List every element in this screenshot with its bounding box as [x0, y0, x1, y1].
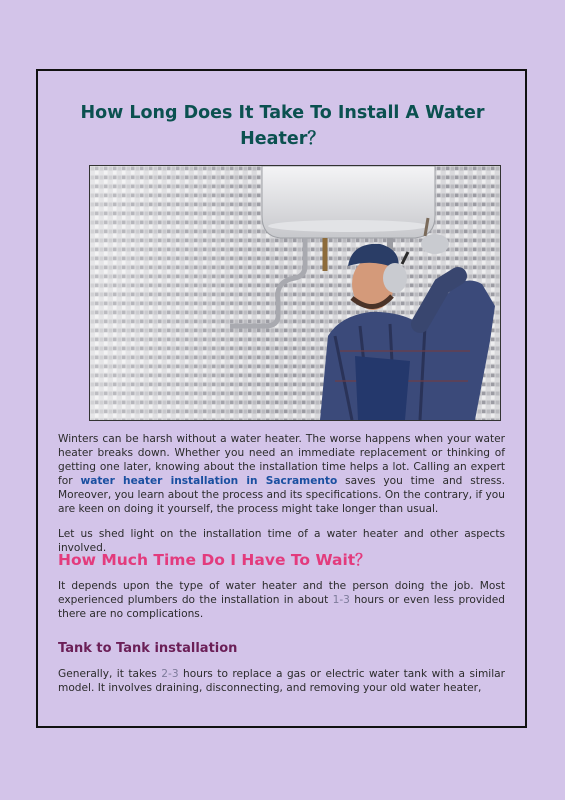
- installation-link[interactable]: water heater installation in Sacramento: [80, 474, 338, 487]
- intro-text-2: saves you time and stress. Moreover, you learn about the process and its specifications. On the contrary, if you are keen on doing it yourself, the process might take longer than usual.: [58, 474, 505, 515]
- page-title: How Long Does It Take To Install A Water Heater？: [80, 103, 485, 149]
- wait-text-2: hours or even less provided there are no complications.: [58, 593, 505, 620]
- wait-time-paragraph: [58, 580, 505, 622]
- shed-light-paragraph: Let us shed light on the installation time of a water heater and other aspects involved.: [58, 528, 505, 554]
- tank-paragraph: [58, 668, 505, 696]
- tank-hours-range: 2-3: [161, 668, 179, 680]
- tank-text-2: hours to replace a gas or electric water tank with a similar model. It involves draining, disconnecting, and removing your old water heater,: [58, 668, 506, 694]
- tank-text-1: Generally, it takes: [58, 668, 162, 680]
- plumber-photo: [89, 165, 501, 421]
- intro-text-1: Winters can be harsh without a water heater. The worse happens when your water heater breaks down. Whether you need an immediate replacement or thinking of getting one later, knowing about the installation time helps a lot. Calling an expert for: [58, 433, 505, 487]
- hours-range: 1-3: [332, 593, 350, 606]
- wait-text-1: It depends upon the type of water heater and the person doing the job. Most experienced plumbers do the installation in about: [58, 580, 505, 606]
- intro-paragraph: [58, 433, 505, 516]
- section-heading-wait-time: How Much Time Do I Have To Wait？: [58, 551, 371, 569]
- section-heading-tank-to-tank: Tank to Tank installation: [58, 641, 238, 656]
